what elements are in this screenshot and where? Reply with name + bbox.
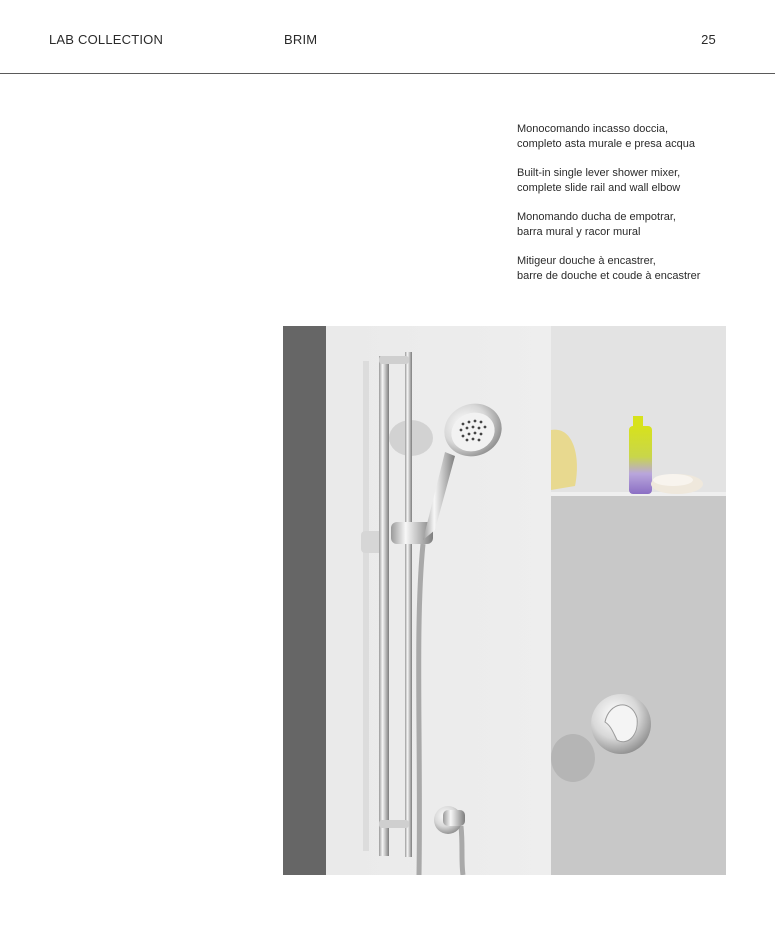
description-line: barra mural y racor mural — [517, 226, 641, 238]
description-line: Mitigeur douche à encastrer, — [517, 255, 656, 267]
description-line: Monomando ducha de empotrar, — [517, 211, 676, 223]
page-header — [0, 0, 775, 74]
shower-set-illustration — [283, 326, 726, 875]
description-line: complete slide rail and wall elbow — [517, 182, 681, 194]
collection-name: LAB COLLECTION — [49, 32, 164, 47]
description-line: Built-in single lever shower mixer, — [517, 167, 681, 179]
product-name: BRIM — [284, 32, 318, 47]
description-line: Monocomando incasso doccia, — [517, 123, 669, 135]
description-line: completo asta murale e presa acqua — [517, 138, 695, 150]
description-english — [517, 166, 747, 196]
description-french — [517, 254, 747, 284]
description-italian — [517, 122, 747, 152]
page-number: 25 — [701, 32, 716, 47]
description-spanish — [517, 210, 747, 240]
description-line: barre de douche et coude à encastrer — [517, 270, 701, 282]
product-photo — [283, 326, 726, 875]
product-description — [517, 122, 747, 298]
